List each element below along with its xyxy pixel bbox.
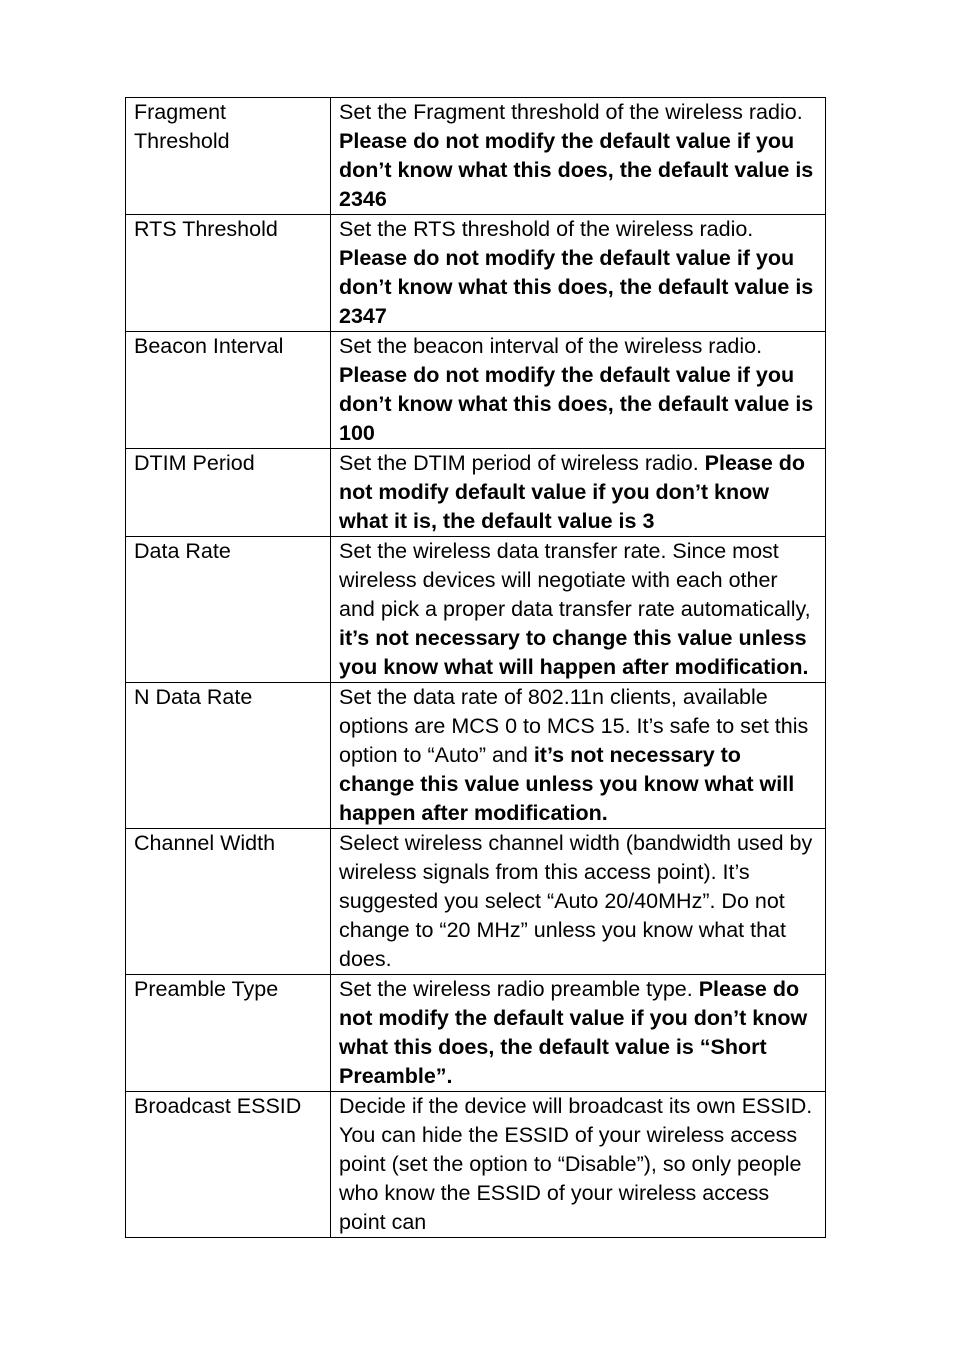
- description-warning: Please do not modify the default value if you don’t know what this does, the default value is 2346: [339, 129, 814, 211]
- setting-description: [331, 829, 826, 975]
- description-text: Decide if the device will broadcast its own ESSID. You can hide the ESSID of your wireless access point (set the option to “Disable”), so only people who know the ESSID of your wireless access point can: [339, 1094, 813, 1234]
- setting-name: RTS Threshold: [126, 215, 331, 332]
- description-warning: Please do not modify the default value if you don’t know what this does, the default value is 2347: [339, 246, 814, 328]
- description-text: Select wireless channel width (bandwidth used by wireless signals from this access point). It’s suggested you select “Auto 20/40MHz”. Do not change to “20 MHz” unless you know what that does.: [339, 831, 813, 971]
- setting-name: Broadcast ESSID: [126, 1092, 331, 1238]
- setting-name: Fragment Threshold: [126, 98, 331, 215]
- table-row: [126, 683, 826, 829]
- setting-name: Data Rate: [126, 537, 331, 683]
- description-text: Set the beacon interval of the wireless radio.: [339, 334, 763, 358]
- setting-description: [331, 449, 826, 537]
- table-row: [126, 537, 826, 683]
- setting-name: Preamble Type: [126, 975, 331, 1092]
- setting-description: [331, 332, 826, 449]
- description-warning: it’s not necessary to change this value unless you know what will happen after modification.: [339, 626, 809, 679]
- table-row: [126, 829, 826, 975]
- description-text: Set the RTS threshold of the wireless radio.: [339, 217, 754, 241]
- description-warning: Please do not modify the default value if you don’t know what this does, the default value is “Short Preamble”.: [339, 977, 808, 1088]
- setting-description: [331, 975, 826, 1092]
- setting-name: Beacon Interval: [126, 332, 331, 449]
- description-text: Set the DTIM period of wireless radio.: [339, 451, 705, 475]
- setting-description: [331, 98, 826, 215]
- description-text: Set the wireless radio preamble type.: [339, 977, 699, 1001]
- description-warning: it’s not necessary to change this value unless you know what will happen after modification.: [339, 743, 795, 825]
- setting-description: [331, 683, 826, 829]
- description-text: Set the data rate of 802.11n clients, available options are MCS 0 to MCS 15. It’s safe to set this option to “Auto” and: [339, 685, 809, 767]
- table-row: [126, 449, 826, 537]
- setting-name: Channel Width: [126, 829, 331, 975]
- setting-description: [331, 215, 826, 332]
- table-row: [126, 332, 826, 449]
- settings-table: [125, 97, 826, 1238]
- table-row: [126, 98, 826, 215]
- description-text: Set the wireless data transfer rate. Since most wireless devices will negotiate with each other and pick a proper data transfer rate automatically,: [339, 539, 811, 621]
- description-text: Set the Fragment threshold of the wireless radio.: [339, 100, 803, 124]
- setting-name: DTIM Period: [126, 449, 331, 537]
- setting-description: [331, 1092, 826, 1238]
- description-warning: Please do not modify default value if you don’t know what it is, the default value is 3: [339, 451, 806, 533]
- setting-description: [331, 537, 826, 683]
- description-warning: Please do not modify the default value if you don’t know what this does, the default value is 100: [339, 363, 814, 445]
- table-row: [126, 215, 826, 332]
- table-row: [126, 1092, 826, 1238]
- setting-name: N Data Rate: [126, 683, 331, 829]
- table-row: [126, 975, 826, 1092]
